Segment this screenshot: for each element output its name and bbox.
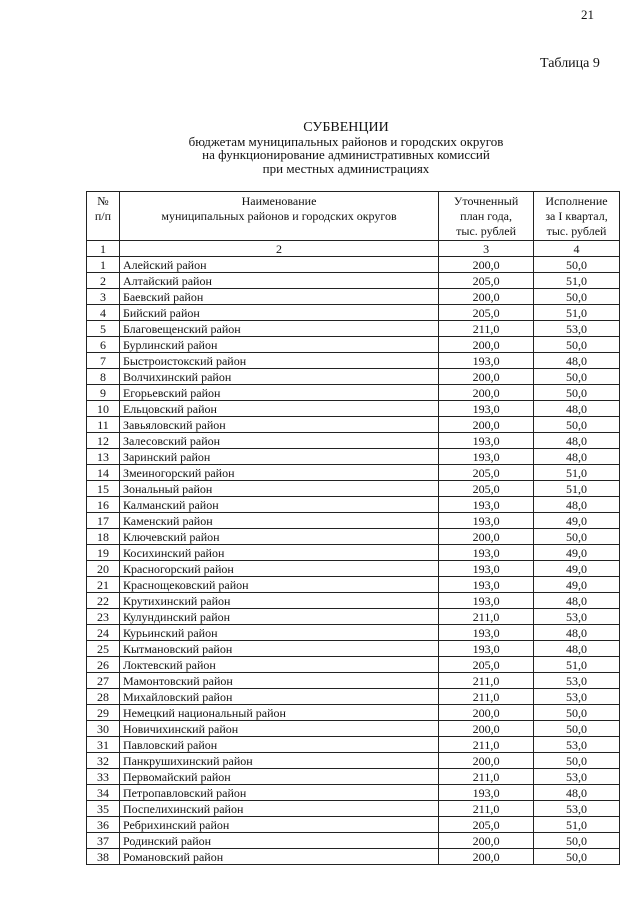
table-row [87, 481, 620, 497]
table-row [87, 369, 620, 385]
execution-value: 49,0 [534, 513, 620, 529]
plan-value: 193,0 [439, 545, 534, 561]
district-name: Петропавловский район [119, 785, 438, 801]
plan-value: 193,0 [439, 593, 534, 609]
plan-value: 193,0 [439, 561, 534, 577]
row-number: 9 [87, 385, 120, 401]
table-row [87, 657, 620, 673]
execution-value: 48,0 [534, 625, 620, 641]
plan-value: 200,0 [439, 753, 534, 769]
execution-value: 51,0 [534, 273, 620, 289]
table-row [87, 545, 620, 561]
row-number: 3 [87, 289, 120, 305]
row-number: 17 [87, 513, 120, 529]
row-number: 23 [87, 609, 120, 625]
table-row [87, 753, 620, 769]
district-name: Новичихинский район [119, 721, 438, 737]
title-line-4: при местных администрациях [262, 160, 430, 176]
column-index: 3 [439, 241, 534, 257]
row-number: 16 [87, 497, 120, 513]
execution-value: 53,0 [534, 769, 620, 785]
plan-value: 200,0 [439, 849, 534, 865]
execution-value: 48,0 [534, 785, 620, 801]
row-number: 20 [87, 561, 120, 577]
row-number: 36 [87, 817, 120, 833]
header-number: № п/п [87, 192, 120, 241]
header-name: Наименование муниципальных районов и городских округов [119, 192, 438, 241]
table-row [87, 737, 620, 753]
plan-value: 193,0 [439, 513, 534, 529]
district-name: Первомайский район [119, 769, 438, 785]
plan-value: 205,0 [439, 305, 534, 321]
plan-value: 211,0 [439, 689, 534, 705]
row-number: 7 [87, 353, 120, 369]
district-name: Немецкий национальный район [119, 705, 438, 721]
plan-value: 211,0 [439, 801, 534, 817]
execution-value: 48,0 [534, 401, 620, 417]
district-name: Поспелихинский район [119, 801, 438, 817]
execution-value: 53,0 [534, 673, 620, 689]
district-name: Баевский район [119, 289, 438, 305]
plan-value: 193,0 [439, 433, 534, 449]
title-line-2: бюджетам муниципальных районов и городских округов [188, 133, 504, 149]
row-number: 29 [87, 705, 120, 721]
execution-value: 53,0 [534, 689, 620, 705]
row-number: 32 [87, 753, 120, 769]
district-name: Алейский район [119, 257, 438, 273]
table-row [87, 641, 620, 657]
district-name: Залесовский район [119, 433, 438, 449]
execution-value: 48,0 [534, 497, 620, 513]
plan-value: 205,0 [439, 481, 534, 497]
plan-value: 205,0 [439, 657, 534, 673]
execution-value: 50,0 [534, 257, 620, 273]
column-index: 4 [534, 241, 620, 257]
district-name: Крутихинский район [119, 593, 438, 609]
column-index-row [87, 241, 620, 257]
table-body [87, 257, 620, 865]
row-number: 5 [87, 321, 120, 337]
row-number: 14 [87, 465, 120, 481]
execution-value: 50,0 [534, 753, 620, 769]
table-row [87, 673, 620, 689]
table-row [87, 513, 620, 529]
execution-value: 51,0 [534, 481, 620, 497]
column-index: 1 [87, 241, 120, 257]
row-number: 30 [87, 721, 120, 737]
table-row [87, 401, 620, 417]
table-row [87, 417, 620, 433]
plan-value: 200,0 [439, 337, 534, 353]
execution-value: 50,0 [534, 337, 620, 353]
district-name: Локтевский район [119, 657, 438, 673]
execution-value: 51,0 [534, 817, 620, 833]
district-name: Михайловский район [119, 689, 438, 705]
row-number: 33 [87, 769, 120, 785]
plan-value: 193,0 [439, 577, 534, 593]
row-number: 24 [87, 625, 120, 641]
execution-value: 53,0 [534, 609, 620, 625]
execution-value: 50,0 [534, 705, 620, 721]
district-name: Ключевский район [119, 529, 438, 545]
district-name: Ребрихинский район [119, 817, 438, 833]
table-row [87, 289, 620, 305]
execution-value: 50,0 [534, 529, 620, 545]
document-title [150, 121, 542, 175]
row-number: 38 [87, 849, 120, 865]
row-number: 34 [87, 785, 120, 801]
execution-value: 48,0 [534, 433, 620, 449]
row-number: 27 [87, 673, 120, 689]
plan-value: 193,0 [439, 785, 534, 801]
row-number: 11 [87, 417, 120, 433]
district-name: Быстроистокский район [119, 353, 438, 369]
plan-value: 200,0 [439, 369, 534, 385]
plan-value: 200,0 [439, 385, 534, 401]
table-row [87, 593, 620, 609]
table-row [87, 561, 620, 577]
table-row [87, 785, 620, 801]
district-name: Краснощековский район [119, 577, 438, 593]
district-name: Курьинский район [119, 625, 438, 641]
row-number: 18 [87, 529, 120, 545]
execution-value: 51,0 [534, 657, 620, 673]
execution-value: 51,0 [534, 305, 620, 321]
table-row [87, 449, 620, 465]
plan-value: 205,0 [439, 273, 534, 289]
table-row [87, 721, 620, 737]
table-row [87, 385, 620, 401]
row-number: 22 [87, 593, 120, 609]
district-name: Благовещенский район [119, 321, 438, 337]
execution-value: 49,0 [534, 577, 620, 593]
row-number: 26 [87, 657, 120, 673]
row-number: 6 [87, 337, 120, 353]
page-number: 21 [581, 7, 594, 22]
plan-value: 200,0 [439, 529, 534, 545]
district-name: Родинский район [119, 833, 438, 849]
plan-value: 211,0 [439, 769, 534, 785]
table-row [87, 337, 620, 353]
table-row [87, 705, 620, 721]
execution-value: 49,0 [534, 545, 620, 561]
table-row [87, 833, 620, 849]
execution-value: 49,0 [534, 561, 620, 577]
row-number: 15 [87, 481, 120, 497]
district-name: Косихинский район [119, 545, 438, 561]
plan-value: 193,0 [439, 641, 534, 657]
table-row [87, 305, 620, 321]
district-name: Кытмановский район [119, 641, 438, 657]
table-row [87, 801, 620, 817]
district-name: Панкрушихинский район [119, 753, 438, 769]
table-row [87, 257, 620, 273]
district-name: Бурлинский район [119, 337, 438, 353]
district-name: Волчихинский район [119, 369, 438, 385]
header-execution: Исполнение за I квартал, тыс. рублей [534, 192, 620, 241]
row-number: 12 [87, 433, 120, 449]
execution-value: 50,0 [534, 385, 620, 401]
plan-value: 193,0 [439, 497, 534, 513]
district-name: Романовский район [119, 849, 438, 865]
row-number: 10 [87, 401, 120, 417]
table-row [87, 689, 620, 705]
row-number: 21 [87, 577, 120, 593]
district-name: Павловский район [119, 737, 438, 753]
plan-value: 211,0 [439, 609, 534, 625]
plan-value: 205,0 [439, 465, 534, 481]
execution-value: 48,0 [534, 449, 620, 465]
plan-value: 193,0 [439, 401, 534, 417]
plan-value: 211,0 [439, 673, 534, 689]
execution-value: 50,0 [534, 721, 620, 737]
execution-value: 53,0 [534, 321, 620, 337]
district-name: Красногорский район [119, 561, 438, 577]
table-row [87, 577, 620, 593]
row-number: 25 [87, 641, 120, 657]
plan-value: 193,0 [439, 353, 534, 369]
table-row [87, 625, 620, 641]
plan-value: 200,0 [439, 833, 534, 849]
plan-value: 193,0 [439, 625, 534, 641]
table-row [87, 817, 620, 833]
table-row [87, 609, 620, 625]
subventions-table [86, 191, 620, 865]
table-label: Таблица 9 [540, 56, 600, 71]
row-number: 8 [87, 369, 120, 385]
district-name: Кулундинский район [119, 609, 438, 625]
row-number: 19 [87, 545, 120, 561]
district-name: Зональный район [119, 481, 438, 497]
row-number: 35 [87, 801, 120, 817]
header-plan: Уточненный план года, тыс. рублей [439, 192, 534, 241]
table-row [87, 465, 620, 481]
execution-value: 50,0 [534, 289, 620, 305]
table-row [87, 273, 620, 289]
district-name: Алтайский район [119, 273, 438, 289]
plan-value: 200,0 [439, 289, 534, 305]
plan-value: 200,0 [439, 417, 534, 433]
row-number: 2 [87, 273, 120, 289]
plan-value: 200,0 [439, 257, 534, 273]
table-row [87, 433, 620, 449]
plan-value: 200,0 [439, 705, 534, 721]
plan-value: 211,0 [439, 737, 534, 753]
execution-value: 53,0 [534, 801, 620, 817]
execution-value: 48,0 [534, 641, 620, 657]
row-number: 4 [87, 305, 120, 321]
column-index: 2 [119, 241, 438, 257]
execution-value: 50,0 [534, 833, 620, 849]
table-row [87, 769, 620, 785]
row-number: 28 [87, 689, 120, 705]
title-line-3: на функционирование административных комиссий [202, 147, 490, 162]
row-number: 13 [87, 449, 120, 465]
plan-value: 211,0 [439, 321, 534, 337]
execution-value: 48,0 [534, 353, 620, 369]
district-name: Завьяловский район [119, 417, 438, 433]
table-header-row [87, 192, 620, 241]
execution-value: 51,0 [534, 465, 620, 481]
plan-value: 205,0 [439, 817, 534, 833]
table-row [87, 849, 620, 865]
district-name: Мамонтовский район [119, 673, 438, 689]
district-name: Змеиногорский район [119, 465, 438, 481]
district-name: Заринский район [119, 449, 438, 465]
plan-value: 200,0 [439, 721, 534, 737]
district-name: Бийский район [119, 305, 438, 321]
table-row [87, 497, 620, 513]
row-number: 1 [87, 257, 120, 273]
execution-value: 50,0 [534, 369, 620, 385]
table-row [87, 529, 620, 545]
execution-value: 50,0 [534, 417, 620, 433]
district-name: Калманский район [119, 497, 438, 513]
district-name: Каменский район [119, 513, 438, 529]
table-row [87, 353, 620, 369]
title-line-1: СУБВЕНЦИИ [303, 120, 389, 135]
execution-value: 53,0 [534, 737, 620, 753]
execution-value: 50,0 [534, 849, 620, 865]
row-number: 31 [87, 737, 120, 753]
plan-value: 193,0 [439, 449, 534, 465]
row-number: 37 [87, 833, 120, 849]
execution-value: 48,0 [534, 593, 620, 609]
district-name: Егорьевский район [119, 385, 438, 401]
table-row [87, 321, 620, 337]
district-name: Ельцовский район [119, 401, 438, 417]
